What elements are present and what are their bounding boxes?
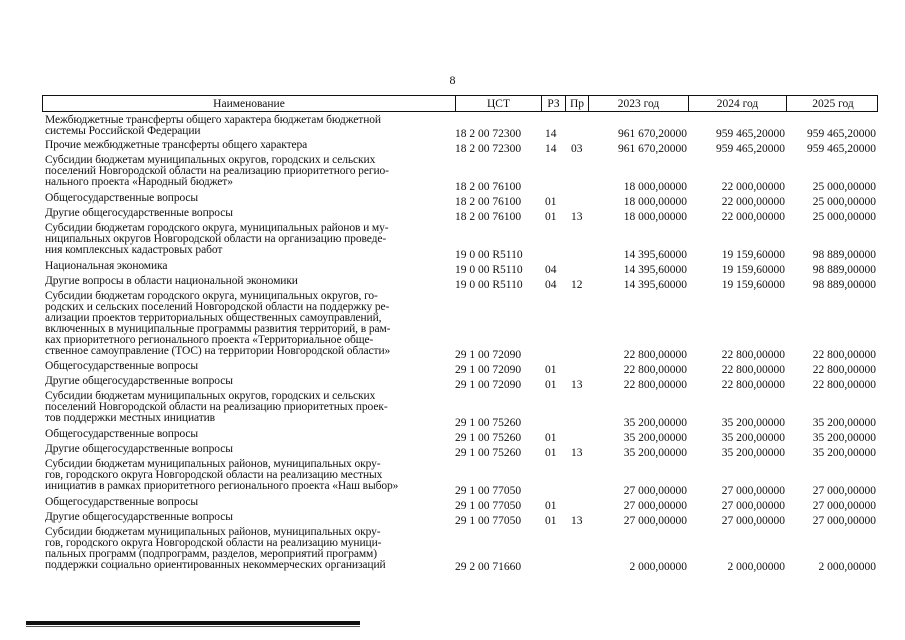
row-code: 19 0 00 R5110 (455, 279, 523, 291)
row-code: 18 2 00 76100 (455, 181, 522, 193)
table-row (42, 193, 878, 208)
row-name: Другие общегосударственные вопросы (45, 207, 233, 219)
table-row (42, 376, 878, 391)
row-name: Общегосударственные вопросы (45, 428, 199, 440)
table-row (42, 497, 878, 512)
row-name: Субсидии бюджетам городского округа, муниципальных районов и му- ниципальных округов Новгородской области на организацию проведе- ния комплексных кадастровых работ (45, 222, 389, 256)
row-code: 29 1 00 75260 (455, 432, 522, 444)
row-name: Межбюджетные трансферты общего характера бюджетам бюджетной системы Российской Федерации (45, 114, 381, 137)
row-2024: 35 200,00000 (721, 432, 785, 444)
row-2025: 2 000,00000 (818, 561, 876, 573)
row-code: 18 2 00 72300 (455, 128, 522, 140)
row-name: Субсидии бюджетам городского округа, муниципальных округов, го- родских и сельских поселений Новгородской области на поддержку ре- ализации проектов территориальных общественных самоуправлений, включенных в муниципальные программы развития территорий, в рам- ках приоритетного регионального проекта «Территориальное обще- ственное самоуправление (ТОС) на территории Новгородской области» (45, 290, 391, 357)
row-2023: 35 200,00000 (623, 417, 687, 429)
row-code: 29 1 00 72090 (455, 379, 522, 391)
row-2023: 22 800,00000 (623, 349, 687, 361)
row-name: Общегосударственные вопросы (45, 360, 199, 372)
row-name: Национальная экономика (45, 260, 168, 272)
row-rz: 14 (545, 143, 557, 155)
row-2025: 22 800,00000 (812, 379, 876, 391)
row-pr: 13 (571, 515, 583, 527)
row-code: 29 1 00 72090 (455, 349, 522, 361)
table-row (42, 140, 878, 155)
row-2024: 2 000,00000 (727, 561, 785, 573)
row-2024: 19 159,60000 (721, 249, 785, 261)
row-2024: 22 000,00000 (721, 211, 785, 223)
row-2023: 35 200,00000 (623, 447, 687, 459)
table-row (42, 512, 878, 527)
header-2024: 2024 год (689, 96, 787, 111)
row-code: 29 1 00 72090 (455, 364, 522, 376)
table-row (42, 155, 878, 193)
row-2023: 27 000,00000 (623, 485, 687, 497)
row-2023: 18 000,00000 (623, 196, 687, 208)
row-2023: 18 000,00000 (623, 211, 687, 223)
row-pr: 03 (571, 143, 583, 155)
table-row (42, 261, 878, 276)
row-2024: 27 000,00000 (721, 500, 785, 512)
page-number: 8 (449, 73, 456, 87)
row-2023: 2 000,00000 (629, 561, 687, 573)
row-2024: 22 000,00000 (721, 196, 785, 208)
row-code: 29 1 00 75260 (455, 447, 522, 459)
row-2025: 98 889,00000 (812, 279, 876, 291)
row-2025: 35 200,00000 (812, 447, 876, 459)
row-2025: 959 465,20000 (807, 128, 876, 140)
table-row (42, 361, 878, 376)
row-2023: 18 000,00000 (623, 181, 687, 193)
header-rz: РЗ (542, 96, 566, 111)
row-code: 18 2 00 72300 (455, 143, 522, 155)
row-name: Субсидии бюджетам муниципальных районов, муниципальных окру- гов, городского округа Новгородской области на реализацию муници- пальных программ (подпрограмм, разделов, мероприятий программ) поддержки социально ориентированных некоммерческих организаций (45, 526, 386, 571)
row-2023: 27 000,00000 (623, 500, 687, 512)
row-2024: 959 465,20000 (716, 143, 785, 155)
row-name: Субсидии бюджетам муниципальных районов, муниципальных окру- гов, городского округа Новгородской области на реализацию местных инициатив в рамках приоритетного регионального проекта «Наш выбор» (45, 458, 399, 492)
table-row (42, 444, 878, 459)
row-2025: 25 000,00000 (812, 196, 876, 208)
row-2023: 35 200,00000 (623, 432, 687, 444)
row-2025: 959 465,20000 (807, 143, 876, 155)
row-rz: 01 (545, 432, 557, 444)
header-pr: Пр (566, 96, 589, 111)
header-2025: 2025 год (812, 98, 854, 110)
row-2023: 14 395,60000 (623, 264, 687, 276)
footer-rule-thin (26, 626, 360, 627)
row-pr: 13 (571, 211, 583, 223)
row-rz: 01 (545, 364, 557, 376)
row-pr: 13 (571, 379, 583, 391)
row-pr: 12 (571, 279, 583, 291)
row-2024: 959 465,20000 (716, 128, 785, 140)
row-rz: 01 (545, 447, 557, 459)
table-row (42, 276, 878, 291)
header-name: Наименование (43, 96, 456, 111)
row-code: 29 2 00 71660 (455, 561, 522, 573)
row-code: 29 1 00 77050 (455, 485, 522, 497)
row-2025: 25 000,00000 (812, 211, 876, 223)
row-2023: 22 800,00000 (623, 364, 687, 376)
table-body (42, 115, 878, 573)
row-code: 29 1 00 75260 (455, 417, 522, 429)
row-2023: 14 395,60000 (623, 249, 687, 261)
row-2025: 98 889,00000 (812, 264, 876, 276)
table-row (42, 459, 878, 497)
header-code: ЦСТ (456, 96, 542, 111)
row-name: Субсидии бюджетам муниципальных округов, городских и сельских поселений Новгородской области на реализацию приоритетного регио- нального проекта «Народный бюджет» (45, 154, 389, 188)
row-name: Другие общегосударственные вопросы (45, 511, 233, 523)
row-rz: 04 (545, 264, 557, 276)
row-rz: 01 (545, 379, 557, 391)
row-name: Другие вопросы в области национальной экономики (45, 275, 298, 287)
row-2024: 35 200,00000 (721, 447, 785, 459)
table-row (42, 527, 878, 573)
row-rz: 14 (545, 128, 557, 140)
row-name: Общегосударственные вопросы (45, 496, 199, 508)
row-name: Общегосударственные вопросы (45, 192, 199, 204)
row-2024: 27 000,00000 (721, 515, 785, 527)
row-name: Другие общегосударственные вопросы (45, 375, 233, 387)
table-row (42, 115, 878, 140)
row-2025: 27 000,00000 (812, 485, 876, 497)
row-rz: 01 (545, 196, 557, 208)
row-rz: 01 (545, 211, 557, 223)
footer-rule (26, 621, 360, 625)
row-code: 18 2 00 76100 (455, 196, 522, 208)
row-rz: 01 (545, 500, 557, 512)
row-code: 29 1 00 77050 (455, 500, 522, 512)
row-2024: 22 000,00000 (721, 181, 785, 193)
row-code: 19 0 00 R5110 (455, 249, 523, 261)
row-code: 29 1 00 77050 (455, 515, 522, 527)
table-row (42, 291, 878, 361)
row-2025: 35 200,00000 (812, 432, 876, 444)
row-2024: 22 800,00000 (721, 364, 785, 376)
row-2024: 22 800,00000 (721, 349, 785, 361)
row-rz: 04 (545, 279, 557, 291)
row-2023: 961 670,20000 (618, 143, 687, 155)
row-rz: 01 (545, 515, 557, 527)
row-name: Субсидии бюджетам муниципальных округов, городских и сельских поселений Новгородской области на реализацию приоритетных проек- тов поддержки местных инициатив (45, 390, 388, 424)
header-2023: 2023 год (589, 96, 689, 111)
row-code: 18 2 00 76100 (455, 211, 522, 223)
table-row (42, 391, 878, 429)
row-name: Другие общегосударственные вопросы (45, 443, 233, 455)
table-header (42, 95, 878, 112)
row-2025: 35 200,00000 (812, 417, 876, 429)
row-2025: 22 800,00000 (812, 364, 876, 376)
row-2023: 14 395,60000 (623, 279, 687, 291)
row-2024: 19 159,60000 (721, 279, 785, 291)
row-code: 19 0 00 R5110 (455, 264, 523, 276)
row-2025: 98 889,00000 (812, 249, 876, 261)
row-2025: 25 000,00000 (812, 181, 876, 193)
row-2025: 27 000,00000 (812, 500, 876, 512)
row-2025: 22 800,00000 (812, 349, 876, 361)
row-2024: 22 800,00000 (721, 379, 785, 391)
row-2023: 27 000,00000 (623, 515, 687, 527)
row-2024: 19 159,60000 (721, 264, 785, 276)
budget-table (42, 95, 878, 573)
row-2024: 27 000,00000 (721, 485, 785, 497)
row-2023: 961 670,20000 (618, 128, 687, 140)
row-2024: 35 200,00000 (721, 417, 785, 429)
table-row (42, 223, 878, 261)
row-2023: 22 800,00000 (623, 379, 687, 391)
table-row (42, 429, 878, 444)
row-name: Прочие межбюджетные трансферты общего характера (45, 139, 308, 151)
table-row (42, 208, 878, 223)
row-pr: 13 (571, 447, 583, 459)
row-2025: 27 000,00000 (812, 515, 876, 527)
